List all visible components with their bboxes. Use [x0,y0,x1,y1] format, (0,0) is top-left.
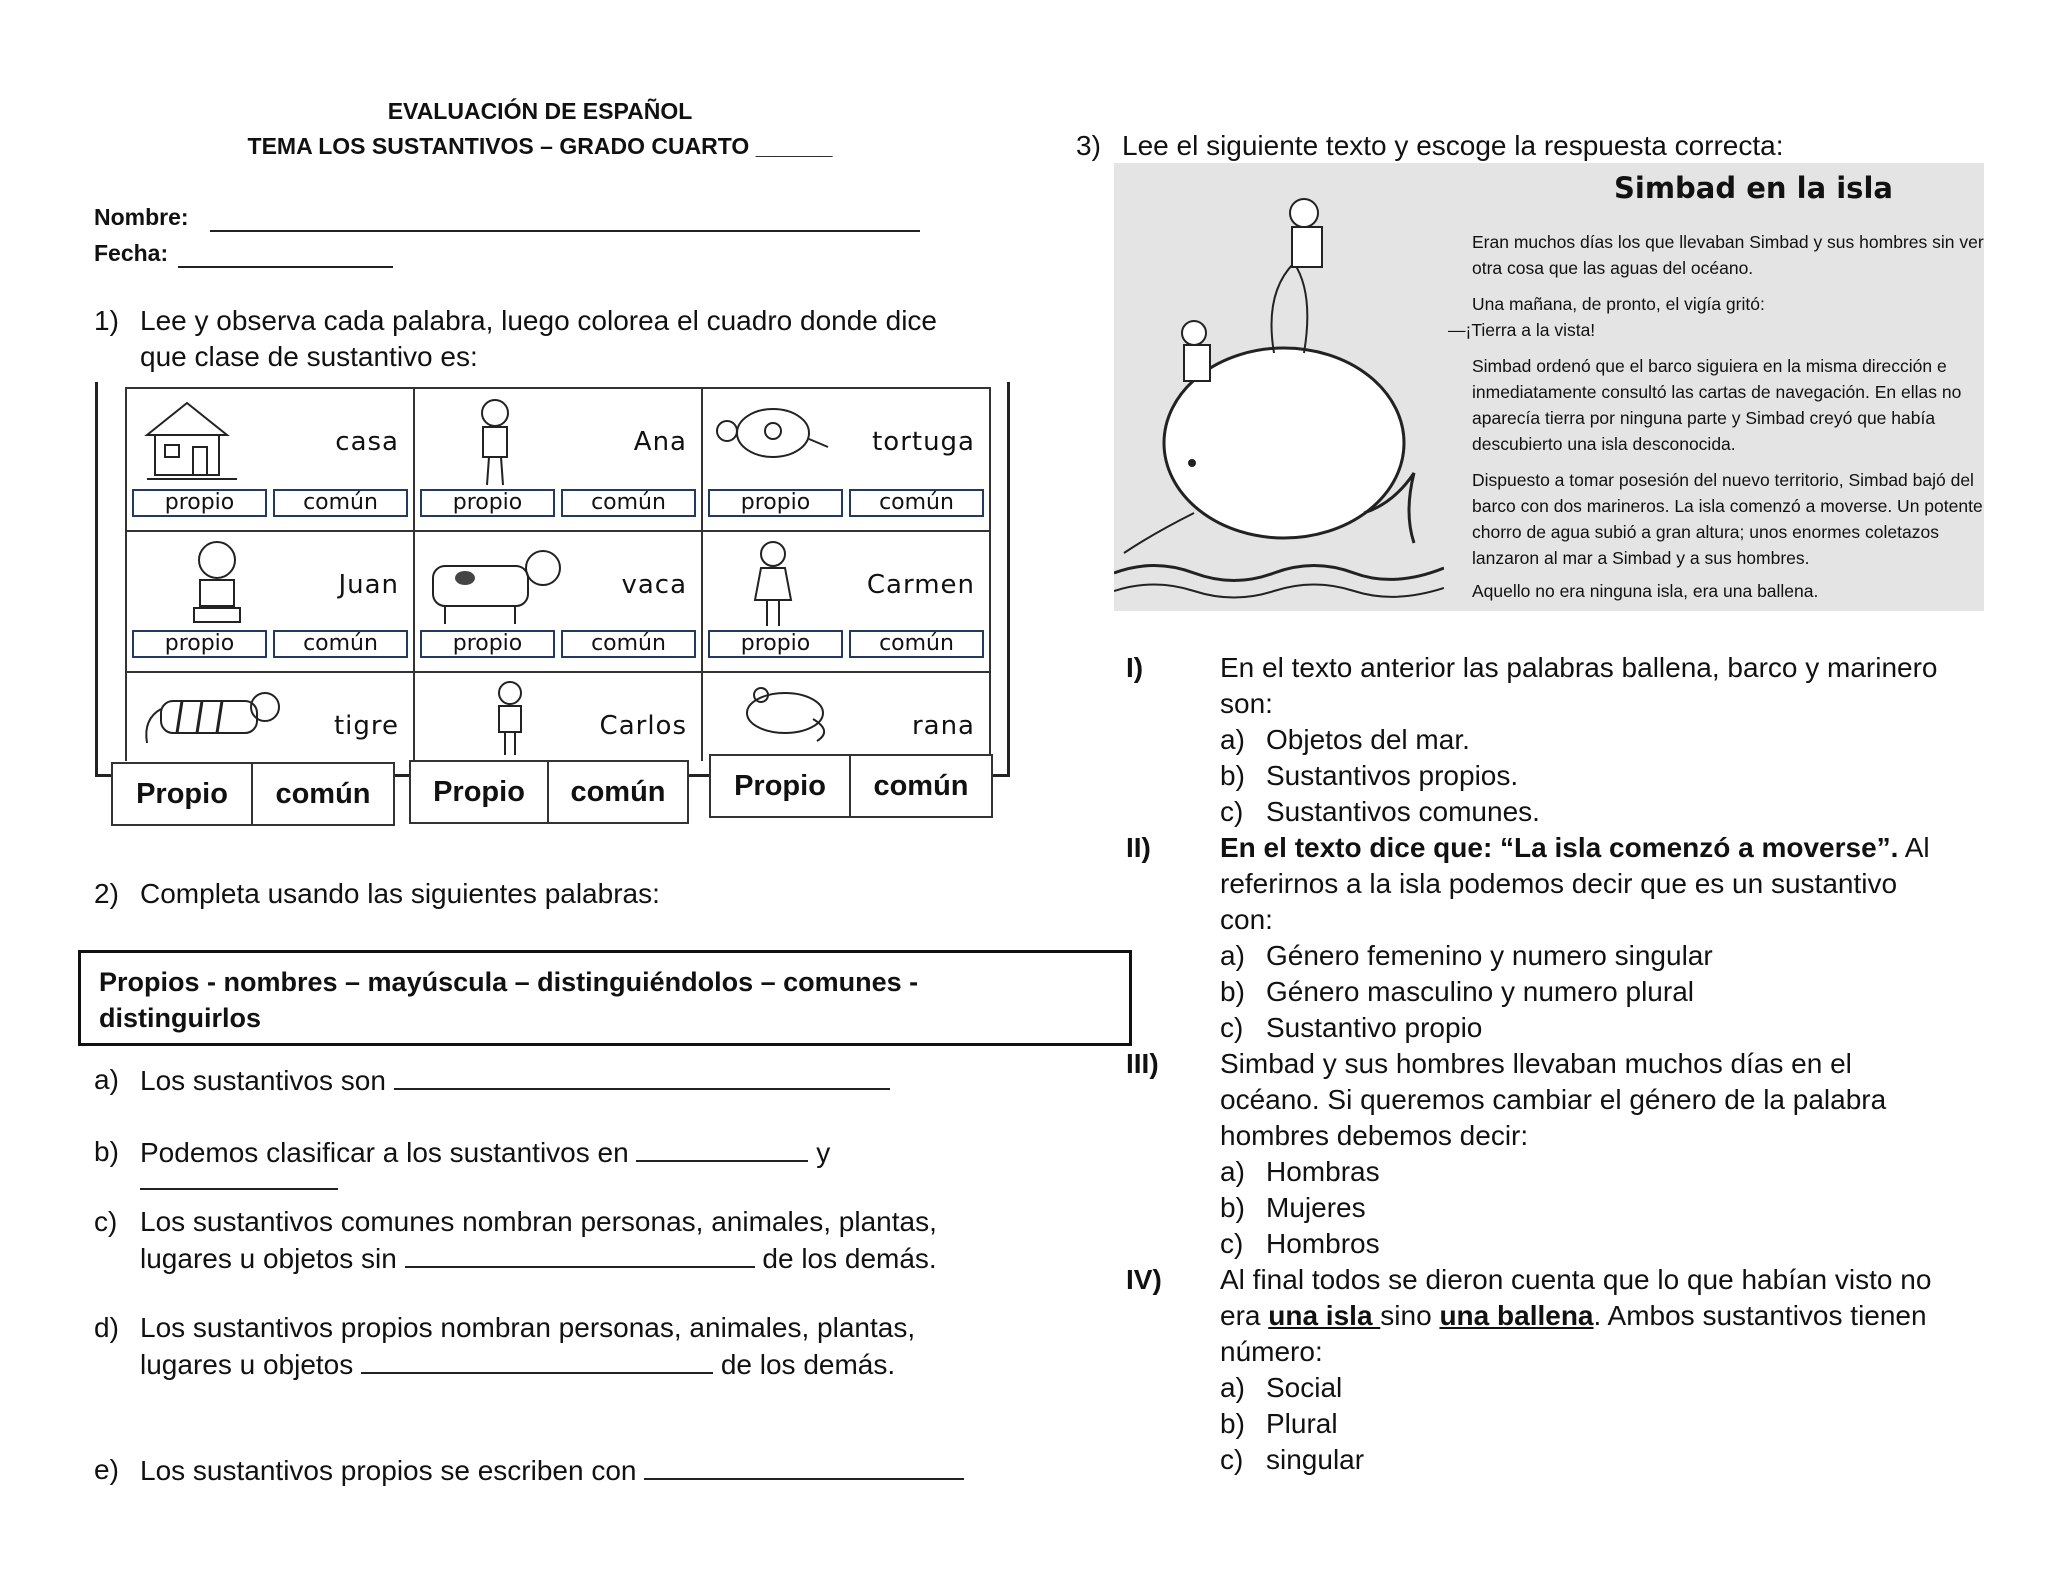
q1-number: 1) [94,305,119,336]
girl-icon [743,538,803,630]
answer-option[interactable]: Sustantivos comunes. [1266,796,1540,827]
answer-option[interactable]: Objetos del mar. [1266,724,1470,755]
blank-d[interactable] [361,1346,713,1374]
answer-option[interactable]: Sustantivo propio [1266,1012,1483,1043]
story-p1: Eran muchos días los que llevaban Simbad y sus hombres sin ver otra cosa que las aguas del océano. [1472,232,1984,278]
option-propio-tortuga[interactable]: propio [708,489,843,517]
q1-instruction: 1) Lee y observa cada palabra, luego colorea el cuadro donde dice que clase de sustantivo es: [94,305,938,372]
page-subtitle: TEMA LOS SUSTANTIVOS – GRADO CUARTO ______ [247,133,833,159]
q3-part-II: II) En el texto dice que: “La isla comenzó a moverse”. Al referirnos a la isla podemos decir que es un sustantivo con: a) Género femenino y numero singular b) Género masculino y numero plural c) Sustantivo propio [1126,830,2026,1046]
tiger-icon [137,679,287,759]
blank-a[interactable] [394,1062,890,1090]
option-comun-carlos[interactable]: común [547,760,689,824]
grid-frame-right [1007,382,1010,777]
story-p5: Dispuesto a tomar posesión del nuevo territorio, Simbad bajó del barco con dos marineros. La isla comenzó a moverse. Un potente chorro de agua subió a gran altura; unos enormes coletazos lanzaron al mar a Simbad y a sus hombres. [1472,470,1983,568]
cow-icon [425,538,575,628]
noun-classification-grid [95,382,1015,822]
q3-instruction: 3) Lee el siguiente texto y escoge la respuesta correcta: [1076,128,1976,168]
q2-item-e: e) Los sustantivos propios se escriben con [94,1452,1094,1492]
word-bank-line2: distinguirlos [99,1003,261,1033]
cell-casa [125,387,415,532]
option-propio-casa[interactable]: propio [132,489,267,517]
option-propio-tigre[interactable]: Propio [111,762,253,826]
blank-b2[interactable] [140,1170,338,1190]
q2-item-d: d) Los sustantivos propios nombran personas, animales, plantas, lugares u objetos de los demás. [94,1312,916,1380]
cell-carlos [413,671,703,761]
frog-icon [733,679,843,749]
answer-option[interactable]: Hombras [1266,1156,1380,1187]
story-title: Simbad en la isla [1614,171,1893,205]
cell-vaca [413,530,703,673]
word-juan: Juan [338,570,399,600]
boy-icon [485,679,535,759]
q3-part-III: III) Simbad y sus hombres llevaban muchos días en el océano. Si queremos cambiar el género de la palabra hombres debemos decir: a) Hombras b) Mujeres c) Hombros [1126,1046,2026,1262]
boy-icon [182,538,252,628]
q2-item-c: c) Los sustantivos comunes nombran personas, animales, plantas, lugares u objetos sin de los demás. [94,1206,937,1274]
option-comun-carmen[interactable]: común [849,630,984,658]
word-rana: rana [911,711,975,741]
option-propio-ana[interactable]: propio [420,489,555,517]
option-propio-rana[interactable]: Propio [709,754,851,818]
option-comun-rana[interactable]: común [849,754,993,818]
q2-item-b: b) Podemos clasificar a los sustantivos en y [94,1134,1094,1214]
story-p2: Una mañana, de pronto, el vigía gritó: [1472,294,1765,314]
girl-icon [465,395,525,490]
word-bank-line1: Propios - nombres – mayúscula – distinguiéndolos – comunes - [99,967,919,997]
word-carmen: Carmen [866,570,975,600]
cell-tigre [125,671,415,761]
answer-option[interactable]: Hombros [1266,1228,1380,1259]
cell-carmen [701,530,991,673]
option-propio-carlos[interactable]: Propio [409,760,549,824]
blank-c[interactable] [405,1240,755,1268]
grid-frame-left [95,382,98,777]
whale-illustration [1114,173,1444,603]
option-comun-vaca[interactable]: común [561,630,696,658]
word-bank [78,950,1132,1046]
option-comun-tigre[interactable]: común [251,762,395,826]
blank-b1[interactable] [636,1134,808,1162]
story-p4: Simbad ordenó que el barco siguiera en la misma dirección e inmediatamente consultó las cartas de navegación. En ellas no aparecía tierra por ninguna parte y Simbad creyó que había descubierto una isla desconocida. [1472,356,1962,454]
option-comun-casa[interactable]: común [273,489,408,517]
option-propio-juan[interactable]: propio [132,630,267,658]
word-ana: Ana [633,427,687,457]
answer-option[interactable]: Sustantivos propios. [1266,760,1519,791]
q2-item-a: a) Los sustantivos son [94,1062,1094,1102]
q3-part-I: I) En el texto anterior las palabras ballena, barco y marinero son: a) Objetos del mar. b) Sustantivos propios. c) Sustantivos comunes. [1126,650,2026,830]
blank-e[interactable] [644,1452,964,1480]
cell-tortuga [701,387,991,532]
answer-option[interactable]: Género femenino y numero singular [1266,940,1713,971]
cell-rana [701,671,991,761]
q2-number: 2) [94,878,119,909]
cell-juan [125,530,415,673]
answer-option[interactable]: Social [1266,1372,1343,1403]
answer-option[interactable]: Plural [1266,1408,1338,1439]
option-comun-juan[interactable]: común [273,630,408,658]
house-icon [137,395,247,485]
cell-ana [413,387,703,532]
word-tortuga: tortuga [872,427,975,457]
option-comun-tortuga[interactable]: común [849,489,984,517]
date-field[interactable] [178,242,393,268]
option-propio-carmen[interactable]: propio [708,630,843,658]
option-propio-vaca[interactable]: propio [420,630,555,658]
name-field[interactable] [210,206,920,232]
word-tigre: tigre [333,711,399,741]
answer-option[interactable]: singular [1266,1444,1365,1475]
q3-part-IV: IV) Al final todos se dieron cuenta que lo que habían visto no era una isla sino una ballena. Ambos sustantivos tienen número: a) Social b) Plural c) singular [1126,1262,2026,1478]
turtle-icon [713,395,838,475]
story-p6: Aquello no era ninguna isla, era una ballena. [1472,581,1819,601]
answer-option[interactable]: Mujeres [1266,1192,1366,1223]
page-title: EVALUACIÓN DE ESPAÑOL [387,98,693,124]
story-box [1114,163,1984,611]
answer-option[interactable]: Género masculino y numero plural [1266,976,1694,1007]
story-p3: —¡Tierra a la vista! [1448,320,1596,340]
date-label: Fecha: [94,240,169,266]
q3-number: 3) [1076,130,1101,161]
option-comun-ana[interactable]: común [561,489,696,517]
name-label: Nombre: [94,204,189,230]
word-carlos: Carlos [599,711,687,741]
word-vaca: vaca [621,570,687,600]
word-casa: casa [335,427,399,457]
